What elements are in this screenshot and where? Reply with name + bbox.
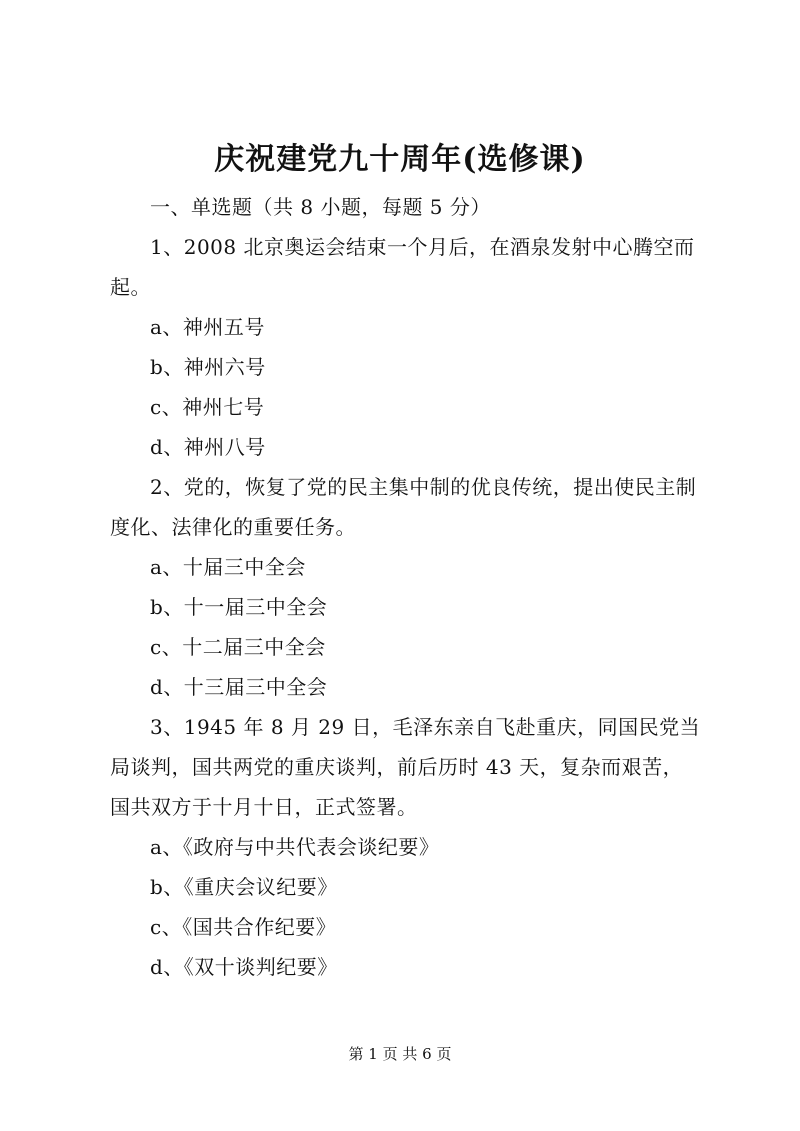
option-b: b、《重庆会议纪要》 [150,875,338,899]
question-2 [110,467,702,707]
question-stem: 3、1945 年 8 月 29 日，毛泽东亲自飞赴重庆，同国民党当局谈判，国共两党的重庆谈判，前后历时 43 天，复杂而艰苦，国共双方于十月十日，正式签署。 [110,715,701,819]
option-c: c、神州七号 [150,395,265,419]
option-d: d、神州八号 [150,435,266,459]
document-body [110,187,702,987]
question-stem: 1、2008 北京奥运会结束一个月后，在酒泉发射中心腾空而起。 [110,235,695,299]
option-a: a、《政府与中共代表会谈纪要》 [150,835,440,859]
question-3 [110,707,702,987]
page-footer: 第 1 页 共 6 页 [348,1045,452,1063]
document-title: 庆祝建党九十周年(选修课) [214,142,586,177]
option-c: c、《国共合作纪要》 [150,915,337,939]
question-1 [110,227,702,467]
option-b: b、神州六号 [150,355,266,379]
option-d: d、十三届三中全会 [150,675,328,699]
option-a: a、神州五号 [150,315,265,339]
option-a: a、十届三中全会 [150,555,306,579]
section-heading: 一、单选题（共 8 小题，每题 5 分） [150,195,491,219]
option-b: b、十一届三中全会 [150,595,328,619]
question-stem: 2、党的，恢复了党的民主集中制的优良传统，提出使民主制度化、法律化的重要任务。 [110,475,697,539]
option-d: d、《双十谈判纪要》 [150,955,338,979]
option-c: c、十二届三中全会 [150,635,326,659]
